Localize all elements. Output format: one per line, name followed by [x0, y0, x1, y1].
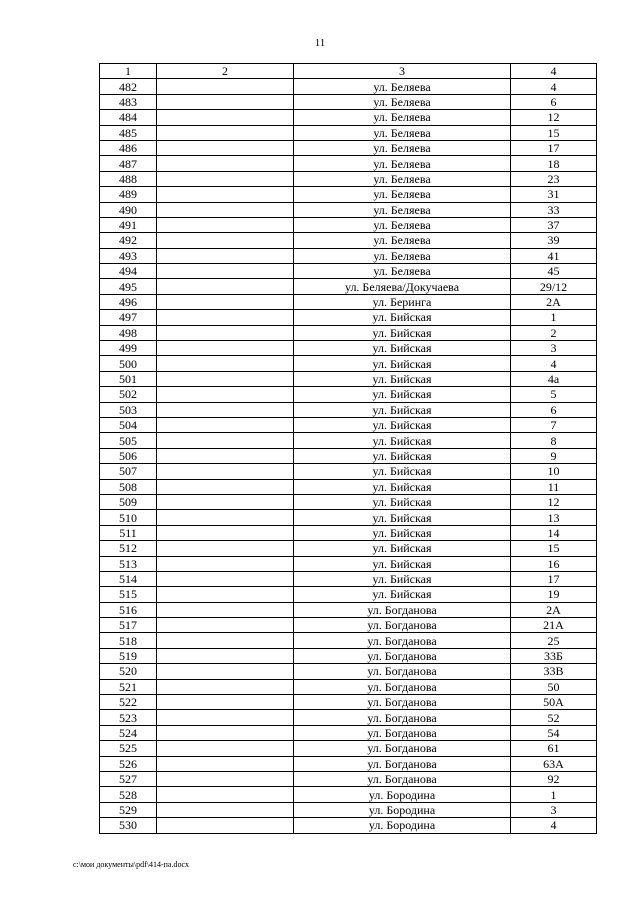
- street-cell: ул. Беляева: [294, 248, 511, 263]
- street-cell: ул. Богданова: [294, 648, 511, 663]
- house-number-cell: 33В: [511, 664, 597, 679]
- table-row: [100, 802, 597, 817]
- table-row: [100, 756, 597, 771]
- table-row: [100, 464, 597, 479]
- empty-cell: [157, 633, 294, 648]
- street-cell: ул. Богданова: [294, 602, 511, 617]
- table-row: [100, 171, 597, 186]
- row-number-cell: 503: [100, 402, 157, 417]
- house-number-cell: 3: [511, 341, 597, 356]
- row-number-cell: 528: [100, 787, 157, 802]
- column-header-2: 2: [157, 64, 294, 79]
- column-header-4: 4: [511, 64, 597, 79]
- row-number-cell: 500: [100, 356, 157, 371]
- table-row: [100, 510, 597, 525]
- street-cell: ул. Беляева: [294, 156, 511, 171]
- street-cell: ул. Бийская: [294, 479, 511, 494]
- table-row: [100, 787, 597, 802]
- house-number-cell: 9: [511, 448, 597, 463]
- row-number-cell: 494: [100, 264, 157, 279]
- row-number-cell: 504: [100, 417, 157, 432]
- row-number-cell: 523: [100, 710, 157, 725]
- empty-cell: [157, 787, 294, 802]
- row-number-cell: 509: [100, 494, 157, 509]
- empty-cell: [157, 756, 294, 771]
- empty-cell: [157, 356, 294, 371]
- empty-cell: [157, 679, 294, 694]
- table-row: [100, 556, 597, 571]
- street-cell: ул. Беляева: [294, 79, 511, 94]
- house-number-cell: 6: [511, 402, 597, 417]
- empty-cell: [157, 187, 294, 202]
- street-cell: ул. Бийская: [294, 464, 511, 479]
- row-number-cell: 496: [100, 294, 157, 309]
- empty-cell: [157, 341, 294, 356]
- house-number-cell: 16: [511, 556, 597, 571]
- empty-cell: [157, 325, 294, 340]
- street-cell: ул. Бийская: [294, 325, 511, 340]
- empty-cell: [157, 741, 294, 756]
- table-row: [100, 741, 597, 756]
- row-number-cell: 490: [100, 202, 157, 217]
- table-row: [100, 356, 597, 371]
- row-number-cell: 493: [100, 248, 157, 263]
- table-row: [100, 479, 597, 494]
- row-number-cell: 485: [100, 125, 157, 140]
- table-row: [100, 371, 597, 386]
- house-number-cell: 50: [511, 679, 597, 694]
- house-number-cell: 37: [511, 217, 597, 232]
- empty-cell: [157, 725, 294, 740]
- row-number-cell: 530: [100, 818, 157, 833]
- table-row: [100, 125, 597, 140]
- empty-cell: [157, 648, 294, 663]
- footer-file-path: c:\мои документы\pdf\414-па.docx: [73, 860, 189, 869]
- empty-cell: [157, 202, 294, 217]
- table-row: [100, 633, 597, 648]
- house-number-cell: 54: [511, 725, 597, 740]
- house-number-cell: 13: [511, 510, 597, 525]
- street-cell: ул. Беляева: [294, 171, 511, 186]
- empty-cell: [157, 294, 294, 309]
- house-number-cell: 63А: [511, 756, 597, 771]
- table-row: [100, 217, 597, 232]
- empty-cell: [157, 556, 294, 571]
- page-number: 11: [314, 37, 326, 49]
- house-number-cell: 31: [511, 187, 597, 202]
- row-number-cell: 522: [100, 695, 157, 710]
- empty-cell: [157, 156, 294, 171]
- house-number-cell: 4: [511, 818, 597, 833]
- empty-cell: [157, 602, 294, 617]
- table-row: [100, 417, 597, 432]
- house-number-cell: 4а: [511, 371, 597, 386]
- street-cell: ул. Беляева: [294, 264, 511, 279]
- street-cell: ул. Богданова: [294, 695, 511, 710]
- house-number-cell: 2А: [511, 294, 597, 309]
- house-number-cell: 7: [511, 417, 597, 432]
- row-number-cell: 511: [100, 525, 157, 540]
- table-row: [100, 187, 597, 202]
- street-cell: ул. Бийская: [294, 525, 511, 540]
- house-number-cell: 11: [511, 479, 597, 494]
- empty-cell: [157, 802, 294, 817]
- row-number-cell: 489: [100, 187, 157, 202]
- table-row: [100, 494, 597, 509]
- table-row: [100, 679, 597, 694]
- house-number-cell: 25: [511, 633, 597, 648]
- house-number-cell: 1: [511, 787, 597, 802]
- table-row: [100, 725, 597, 740]
- street-cell: ул. Бийская: [294, 541, 511, 556]
- table-row: [100, 202, 597, 217]
- house-number-cell: 17: [511, 140, 597, 155]
- street-cell: ул. Бородина: [294, 818, 511, 833]
- street-cell: ул. Богданова: [294, 771, 511, 786]
- empty-cell: [157, 171, 294, 186]
- row-number-cell: 487: [100, 156, 157, 171]
- address-table: [99, 63, 597, 834]
- house-number-cell: 39: [511, 233, 597, 248]
- table-row: [100, 248, 597, 263]
- empty-cell: [157, 217, 294, 232]
- empty-cell: [157, 279, 294, 294]
- house-number-cell: 33: [511, 202, 597, 217]
- street-cell: ул. Бийская: [294, 510, 511, 525]
- street-cell: ул. Беляева: [294, 202, 511, 217]
- row-number-cell: 495: [100, 279, 157, 294]
- street-cell: ул. Беляева: [294, 125, 511, 140]
- table-row: [100, 648, 597, 663]
- row-number-cell: 507: [100, 464, 157, 479]
- house-number-cell: 50А: [511, 695, 597, 710]
- row-number-cell: 524: [100, 725, 157, 740]
- row-number-cell: 501: [100, 371, 157, 386]
- empty-cell: [157, 371, 294, 386]
- house-number-cell: 29/12: [511, 279, 597, 294]
- house-number-cell: 5: [511, 387, 597, 402]
- street-cell: ул. Бийская: [294, 494, 511, 509]
- street-cell: ул. Бородина: [294, 802, 511, 817]
- street-cell: ул. Богданова: [294, 710, 511, 725]
- empty-cell: [157, 387, 294, 402]
- table-row: [100, 110, 597, 125]
- street-cell: ул. Богданова: [294, 664, 511, 679]
- street-cell: ул. Бийская: [294, 556, 511, 571]
- row-number-cell: 529: [100, 802, 157, 817]
- row-number-cell: 519: [100, 648, 157, 663]
- empty-cell: [157, 618, 294, 633]
- table-row: [100, 618, 597, 633]
- row-number-cell: 491: [100, 217, 157, 232]
- table-row: [100, 140, 597, 155]
- house-number-cell: 19: [511, 587, 597, 602]
- empty-cell: [157, 771, 294, 786]
- street-cell: ул. Беринга: [294, 294, 511, 309]
- column-header-1: 1: [100, 64, 157, 79]
- street-cell: ул. Беляева: [294, 187, 511, 202]
- empty-cell: [157, 710, 294, 725]
- house-number-cell: 15: [511, 125, 597, 140]
- street-cell: ул. Беляева/Докучаева: [294, 279, 511, 294]
- house-number-cell: 41: [511, 248, 597, 263]
- table-row: [100, 387, 597, 402]
- house-number-cell: 3: [511, 802, 597, 817]
- house-number-cell: 18: [511, 156, 597, 171]
- house-number-cell: 8: [511, 433, 597, 448]
- empty-cell: [157, 264, 294, 279]
- street-cell: ул. Беляева: [294, 140, 511, 155]
- empty-cell: [157, 695, 294, 710]
- house-number-cell: 6: [511, 94, 597, 109]
- row-number-cell: 483: [100, 94, 157, 109]
- empty-cell: [157, 248, 294, 263]
- empty-cell: [157, 525, 294, 540]
- table-row: [100, 402, 597, 417]
- row-number-cell: 488: [100, 171, 157, 186]
- row-number-cell: 520: [100, 664, 157, 679]
- table-row: [100, 710, 597, 725]
- table-row: [100, 818, 597, 833]
- table-row: [100, 325, 597, 340]
- table-row: [100, 695, 597, 710]
- table-row: [100, 341, 597, 356]
- house-number-cell: 92: [511, 771, 597, 786]
- street-cell: ул. Бийская: [294, 571, 511, 586]
- table-row: [100, 279, 597, 294]
- row-number-cell: 525: [100, 741, 157, 756]
- empty-cell: [157, 402, 294, 417]
- table-row: [100, 79, 597, 94]
- empty-cell: [157, 464, 294, 479]
- empty-cell: [157, 818, 294, 833]
- house-number-cell: 14: [511, 525, 597, 540]
- street-cell: ул. Бийская: [294, 417, 511, 432]
- table-row: [100, 602, 597, 617]
- row-number-cell: 517: [100, 618, 157, 633]
- empty-cell: [157, 433, 294, 448]
- table-row: [100, 310, 597, 325]
- row-number-cell: 486: [100, 140, 157, 155]
- house-number-cell: 1: [511, 310, 597, 325]
- street-cell: ул. Бийская: [294, 310, 511, 325]
- house-number-cell: 2А: [511, 602, 597, 617]
- row-number-cell: 521: [100, 679, 157, 694]
- empty-cell: [157, 79, 294, 94]
- row-number-cell: 513: [100, 556, 157, 571]
- empty-cell: [157, 479, 294, 494]
- empty-cell: [157, 587, 294, 602]
- row-number-cell: 518: [100, 633, 157, 648]
- row-number-cell: 502: [100, 387, 157, 402]
- row-number-cell: 510: [100, 510, 157, 525]
- house-number-cell: 4: [511, 79, 597, 94]
- street-cell: ул. Богданова: [294, 756, 511, 771]
- house-number-cell: 21А: [511, 618, 597, 633]
- empty-cell: [157, 664, 294, 679]
- street-cell: ул. Бийская: [294, 448, 511, 463]
- table-header-row: [100, 64, 597, 79]
- table-row: [100, 525, 597, 540]
- table-row: [100, 587, 597, 602]
- empty-cell: [157, 233, 294, 248]
- street-cell: ул. Бийская: [294, 587, 511, 602]
- street-cell: ул. Богданова: [294, 679, 511, 694]
- empty-cell: [157, 417, 294, 432]
- empty-cell: [157, 125, 294, 140]
- table-row: [100, 541, 597, 556]
- row-number-cell: 508: [100, 479, 157, 494]
- table-row: [100, 433, 597, 448]
- empty-cell: [157, 140, 294, 155]
- row-number-cell: 527: [100, 771, 157, 786]
- row-number-cell: 526: [100, 756, 157, 771]
- table-row: [100, 571, 597, 586]
- house-number-cell: 12: [511, 110, 597, 125]
- empty-cell: [157, 110, 294, 125]
- row-number-cell: 505: [100, 433, 157, 448]
- house-number-cell: 61: [511, 741, 597, 756]
- street-cell: ул. Бийская: [294, 371, 511, 386]
- row-number-cell: 498: [100, 325, 157, 340]
- house-number-cell: 10: [511, 464, 597, 479]
- empty-cell: [157, 448, 294, 463]
- row-number-cell: 484: [100, 110, 157, 125]
- table-row: [100, 771, 597, 786]
- table-body: [100, 79, 597, 833]
- street-cell: ул. Бородина: [294, 787, 511, 802]
- street-cell: ул. Бийская: [294, 433, 511, 448]
- house-number-cell: 23: [511, 171, 597, 186]
- house-number-cell: 52: [511, 710, 597, 725]
- table-row: [100, 448, 597, 463]
- table-row: [100, 156, 597, 171]
- street-cell: ул. Беляева: [294, 94, 511, 109]
- row-number-cell: 515: [100, 587, 157, 602]
- street-cell: ул. Богданова: [294, 633, 511, 648]
- row-number-cell: 516: [100, 602, 157, 617]
- row-number-cell: 482: [100, 79, 157, 94]
- empty-cell: [157, 94, 294, 109]
- street-cell: ул. Богданова: [294, 741, 511, 756]
- table-row: [100, 94, 597, 109]
- row-number-cell: 514: [100, 571, 157, 586]
- row-number-cell: 506: [100, 448, 157, 463]
- empty-cell: [157, 510, 294, 525]
- house-number-cell: 12: [511, 494, 597, 509]
- street-cell: ул. Бийская: [294, 341, 511, 356]
- table-row: [100, 664, 597, 679]
- street-cell: ул. Бийская: [294, 387, 511, 402]
- table-row: [100, 233, 597, 248]
- empty-cell: [157, 310, 294, 325]
- column-header-3: 3: [294, 64, 511, 79]
- house-number-cell: 33Б: [511, 648, 597, 663]
- house-number-cell: 17: [511, 571, 597, 586]
- empty-cell: [157, 541, 294, 556]
- row-number-cell: 497: [100, 310, 157, 325]
- street-cell: ул. Беляева: [294, 110, 511, 125]
- street-cell: ул. Богданова: [294, 618, 511, 633]
- house-number-cell: 2: [511, 325, 597, 340]
- table-row: [100, 264, 597, 279]
- street-cell: ул. Беляева: [294, 233, 511, 248]
- house-number-cell: 15: [511, 541, 597, 556]
- street-cell: ул. Беляева: [294, 217, 511, 232]
- empty-cell: [157, 494, 294, 509]
- street-cell: ул. Богданова: [294, 725, 511, 740]
- street-cell: ул. Бийская: [294, 356, 511, 371]
- row-number-cell: 512: [100, 541, 157, 556]
- row-number-cell: 499: [100, 341, 157, 356]
- row-number-cell: 492: [100, 233, 157, 248]
- house-number-cell: 4: [511, 356, 597, 371]
- table-row: [100, 294, 597, 309]
- empty-cell: [157, 571, 294, 586]
- house-number-cell: 45: [511, 264, 597, 279]
- street-cell: ул. Бийская: [294, 402, 511, 417]
